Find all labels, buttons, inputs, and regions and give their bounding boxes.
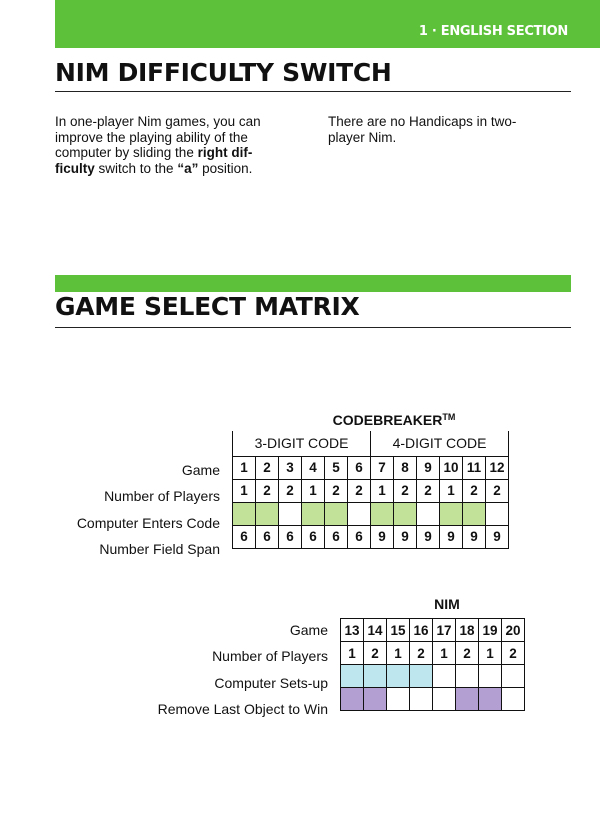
remove-last-cell <box>410 688 433 711</box>
computer-sets-up-cell <box>456 665 479 688</box>
codebreaker-title <box>232 412 556 428</box>
players-cell: 1 <box>233 479 256 502</box>
remove-last-cell <box>456 688 479 711</box>
nim-title: NIM <box>434 596 460 612</box>
computer-enters-cell <box>348 502 371 525</box>
nim-switch-title: NIM DIFFICULTY SWITCH <box>55 58 392 87</box>
computer-sets-up-cell <box>410 665 433 688</box>
players-cell: 2 <box>279 479 302 502</box>
computer-enters-cell <box>486 502 509 525</box>
field-span-cell: 9 <box>486 525 509 548</box>
text-line <box>55 145 305 161</box>
game-number-cell: 15 <box>387 619 410 642</box>
computer-enters-cell <box>325 502 348 525</box>
field-span-cell: 6 <box>348 525 371 548</box>
field-span-cell: 9 <box>394 525 417 548</box>
players-cell: 2 <box>325 479 348 502</box>
remove-last-cell <box>502 688 525 711</box>
game-number-cell: 20 <box>502 619 525 642</box>
players-cell: 2 <box>486 479 509 502</box>
computer-sets-up-cell <box>502 665 525 688</box>
game-number-cell: 19 <box>479 619 502 642</box>
computer-sets-up-row <box>341 665 525 688</box>
players-cell: 2 <box>463 479 486 502</box>
text-line: improve the playing ability of the <box>55 129 248 145</box>
game-number-cell: 17 <box>433 619 456 642</box>
group-row <box>233 431 509 456</box>
codebreaker-table <box>232 431 509 549</box>
game-number-cell: 16 <box>410 619 433 642</box>
row-label-remove-last: Remove Last Object to Win <box>157 701 328 717</box>
game-number-cell: 5 <box>325 456 348 479</box>
nim-switch-paragraph <box>55 114 305 176</box>
handicap-paragraph <box>328 114 568 145</box>
game-number-cell: 13 <box>341 619 364 642</box>
title-rule <box>55 91 571 92</box>
computer-sets-up-cell <box>364 665 387 688</box>
text-span: switch to the <box>94 160 178 176</box>
players-cell: 2 <box>456 642 479 665</box>
header-bar <box>55 0 600 48</box>
remove-last-row <box>341 688 525 711</box>
game-number-cell: 4 <box>302 456 325 479</box>
field-span-row <box>233 525 509 548</box>
computer-enters-cell <box>417 502 440 525</box>
game-number-cell: 6 <box>348 456 371 479</box>
text-line: player Nim. <box>328 129 397 145</box>
players-cell: 1 <box>371 479 394 502</box>
field-span-cell: 6 <box>256 525 279 548</box>
computer-enters-cell <box>279 502 302 525</box>
field-span-cell: 6 <box>233 525 256 548</box>
field-span-cell: 6 <box>279 525 302 548</box>
section-bar <box>55 275 571 292</box>
text-line <box>55 161 305 177</box>
players-cell: 2 <box>417 479 440 502</box>
computer-enters-cell <box>463 502 486 525</box>
players-cell: 1 <box>440 479 463 502</box>
text-span: computer by sliding the <box>55 145 198 160</box>
row-label-computer-sets-up: Computer Sets-up <box>214 675 328 691</box>
game-number-cell: 11 <box>463 456 486 479</box>
game-number-cell: 2 <box>256 456 279 479</box>
computer-sets-up-cell <box>433 665 456 688</box>
computer-enters-cell <box>233 502 256 525</box>
row-label-players: Number of Players <box>104 488 220 504</box>
game-number-cell: 10 <box>440 456 463 479</box>
players-cell: 2 <box>394 479 417 502</box>
section-label: 1 · ENGLISH SECTION <box>418 24 568 39</box>
game-number-cell: 3 <box>279 456 302 479</box>
players-cell: 2 <box>256 479 279 502</box>
field-span-cell: 9 <box>463 525 486 548</box>
computer-enters-cell <box>440 502 463 525</box>
players-cell: 2 <box>348 479 371 502</box>
players-cell: 1 <box>387 642 410 665</box>
game-number-cell: 14 <box>364 619 387 642</box>
text-bold: right dif- <box>197 145 253 160</box>
players-cell: 1 <box>341 642 364 665</box>
matrix-title: GAME SELECT MATRIX <box>55 292 360 321</box>
computer-sets-up-cell <box>479 665 502 688</box>
game-number-cell: 8 <box>394 456 417 479</box>
computer-enters-row <box>233 502 509 525</box>
remove-last-cell <box>479 688 502 711</box>
text-bold: “a” <box>177 160 199 176</box>
trademark-mark: TM <box>442 412 456 422</box>
players-cell: 2 <box>502 642 525 665</box>
players-cell: 2 <box>364 642 387 665</box>
row-label-game: Game <box>181 462 220 478</box>
game-row <box>233 456 509 479</box>
game-number-cell: 18 <box>456 619 479 642</box>
text-span: position. <box>198 160 253 176</box>
game-row <box>341 619 525 642</box>
computer-enters-cell <box>302 502 325 525</box>
title-rule <box>55 327 571 328</box>
group-4-digit: 4-DIGIT CODE <box>371 431 509 456</box>
players-cell: 1 <box>302 479 325 502</box>
computer-enters-cell <box>256 502 279 525</box>
row-label-players: Number of Players <box>212 648 328 664</box>
players-row <box>341 642 525 665</box>
players-cell: 2 <box>410 642 433 665</box>
field-span-cell: 6 <box>302 525 325 548</box>
field-span-cell: 9 <box>440 525 463 548</box>
row-label-game: Game <box>289 622 328 638</box>
text-bold: ficulty <box>55 160 95 176</box>
game-number-cell: 12 <box>486 456 509 479</box>
field-span-cell: 6 <box>325 525 348 548</box>
game-number-cell: 1 <box>233 456 256 479</box>
row-label-field-span: Number Field Span <box>99 541 220 557</box>
remove-last-cell <box>433 688 456 711</box>
computer-enters-cell <box>394 502 417 525</box>
codebreaker-title-text: CODEBREAKER <box>332 412 443 428</box>
computer-sets-up-cell <box>387 665 410 688</box>
text-line: There are no Handicaps in two- <box>328 114 517 129</box>
game-number-cell: 9 <box>417 456 440 479</box>
remove-last-cell <box>341 688 364 711</box>
text-line: In one-player Nim games, you can <box>55 114 261 129</box>
field-span-cell: 9 <box>417 525 440 548</box>
computer-enters-cell <box>371 502 394 525</box>
computer-sets-up-cell <box>341 665 364 688</box>
field-span-cell: 9 <box>371 525 394 548</box>
row-label-computer-enters: Computer Enters Code <box>76 515 220 531</box>
players-row <box>233 479 509 502</box>
remove-last-cell <box>387 688 410 711</box>
nim-table <box>340 618 525 711</box>
game-number-cell: 7 <box>371 456 394 479</box>
group-3-digit: 3-DIGIT CODE <box>233 431 371 456</box>
players-cell: 1 <box>433 642 456 665</box>
players-cell: 1 <box>479 642 502 665</box>
remove-last-cell <box>364 688 387 711</box>
